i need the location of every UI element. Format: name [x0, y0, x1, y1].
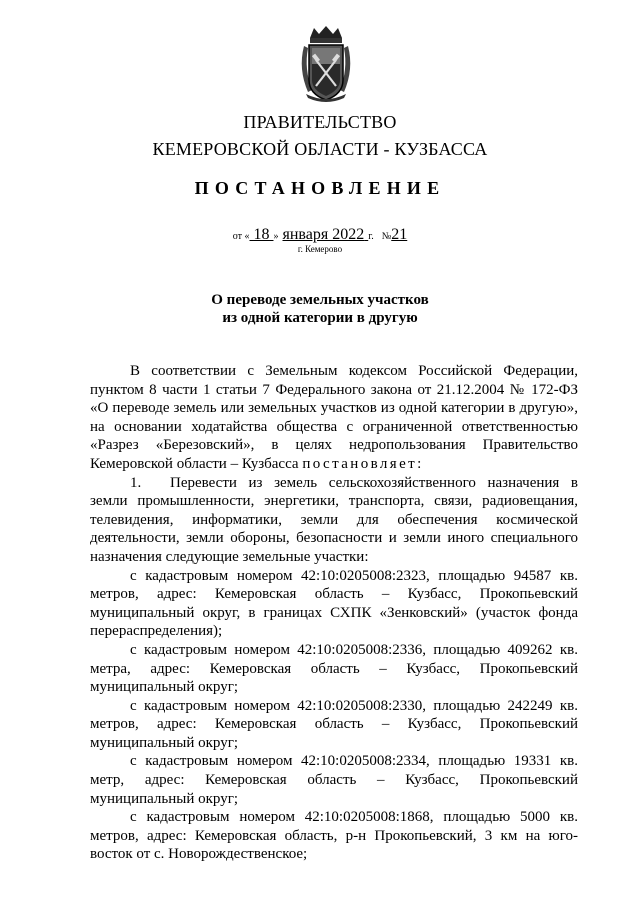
document-type: ПОСТАНОВЛЕНИЕ [194, 178, 446, 198]
plot-paragraph: с кадастровым номером 42:10:0205008:2336, площадью 409262 кв. метра, адрес: Кемеровская область – Кузбасс, Прокопьевский муниципальный округ; [90, 641, 578, 696]
plot-paragraph: с кадастровым номером 42:10:0205008:2323, площадью 94587 кв. метров, адрес: Кемеровская область – Кузбасс, Прокопьевский муниципальный округ, в границах СХПК «Зенковский» (участок фонда перераспределения); [90, 567, 578, 640]
document-city: г. Кемерово [297, 244, 343, 254]
resolves-word: постановляет: [302, 455, 424, 472]
number-sign: № [381, 231, 392, 242]
document-body [90, 362, 578, 864]
date-from-label: от « [232, 231, 250, 242]
preamble-paragraph: В соответствии с Земельным кодексом Российской Федерации, пунктом 8 части 1 статьи 7 Федерального закона от 21.12.2004 № 172-ФЗ «О переводе земель или земельных участков из одной категории в другую», на основании ходатайства общества с ограниченной ответственностью «Разрез «Березовский», в целях недропользования Правительство Кемеровской области – Кузбасса постановляет: [90, 363, 578, 472]
date-quote-close: » [273, 231, 279, 242]
date-year-suffix: г. [368, 231, 374, 242]
org-name-line1: ПРАВИТЕЛЬСТВО [243, 112, 397, 132]
document-title-line1: О переводе земельных участков [211, 292, 429, 308]
plot-paragraph: с кадастровым номером 42:10:0205008:2334, площадью 19331 кв. метр, адрес: Кемеровская область – Кузбасс, Прокопьевский муниципальный округ; [90, 753, 578, 807]
date-day: 18 [253, 226, 270, 243]
document-dateline [0, 226, 640, 244]
coat-of-arms-icon [296, 24, 356, 104]
item-1-paragraph: 1. Перевести из земель сельскохозяйственного назначения в земли промышленности, энергетики, транспорта, связи, радиовещания, телевидения, информатики, земли для обеспечения космической деятельности, земли обороны, безопасности и земли иного специального назначения следующие земельные участки: [90, 474, 578, 565]
date-month-year: января 2022 [282, 226, 365, 243]
item-1-number: 1. [130, 474, 142, 491]
org-name-line2: КЕМЕРОВСКОЙ ОБЛАСТИ - КУЗБАССА [152, 139, 488, 159]
document-number: 21 [391, 226, 408, 243]
plot-paragraph: с кадастровым номером 42:10:0205008:1868, площадью 5000 кв. метров, адрес: Кемеровская область, р-н Прокопьевский, 3 км на юго-восток от с. Новорождественское; [90, 809, 578, 863]
document-title-line2: из одной категории в другую [222, 310, 418, 326]
plot-paragraph: с кадастровым номером 42:10:0205008:2330, площадью 242249 кв. метров, адрес: Кемеровская область – Кузбасс, Прокопьевский муниципальный округ; [90, 697, 578, 751]
